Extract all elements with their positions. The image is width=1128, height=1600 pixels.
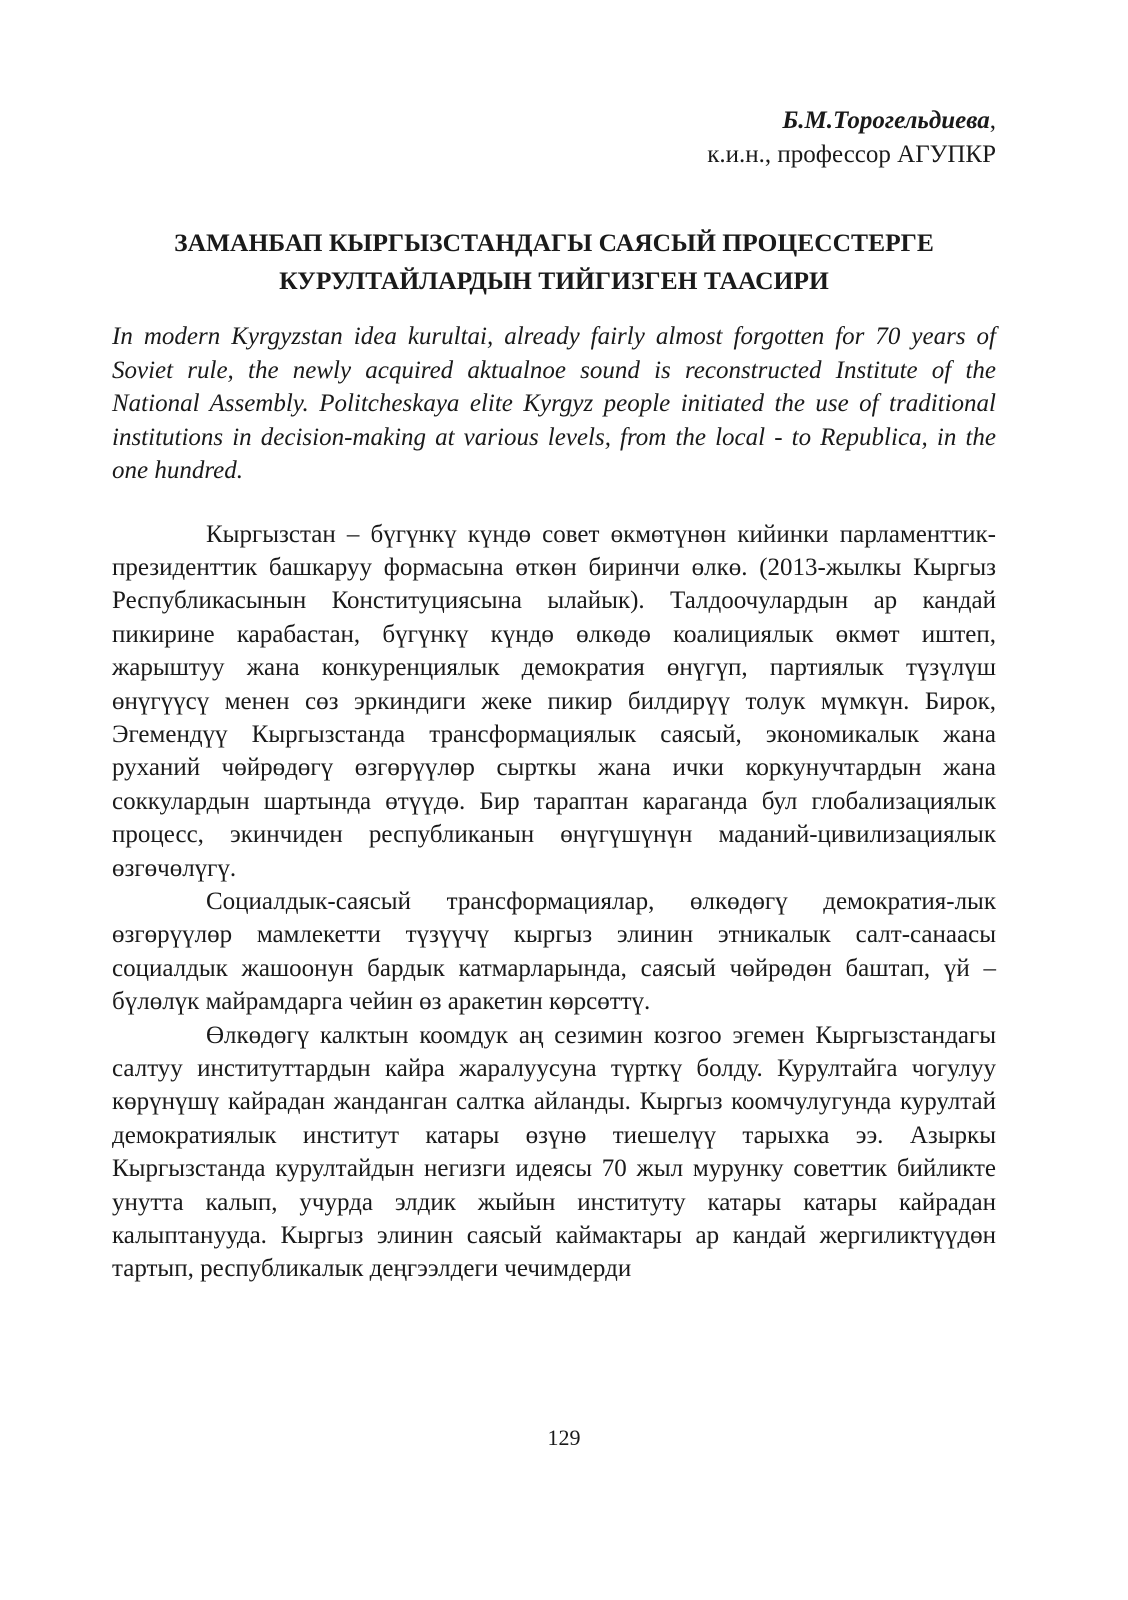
article-title-line-1: ЗАМАНБАП КЫРГЫЗСТАНДАГЫ САЯСЫЙ ПРОЦЕССТЕРГЕ [174, 228, 934, 257]
article-title [112, 224, 996, 300]
article-body [112, 518, 996, 1286]
body-paragraph-3: Өлкөдөгү калктын коомдук аң сезимин козгоо эгемен Кыргызстандагы салтуу институттардын кайра жаралуусуна түрткү болду. Курултайга чогулуу көрүнүшү кайрадан жанданган салтка айланды. Кыргыз коомчулугунда курултай демократиялык институт катары өзүнө тиешелүү тарыхка ээ. Азыркы Кыргызстанда курултайдын негизги идеясы 70 жыл мурунку советтик бийликте унутта калып, учурда элдик жыйын институту катары катары кайрадан калыптанууда. Кыргыз элинин саясый каймактары ар кандай жергиликтүүдөн тартып, республикалык деңгээлдеги чечимдерди [112, 1021, 996, 1283]
page-number: 129 [547, 1425, 581, 1450]
page-content [112, 104, 996, 1564]
abstract: In modern Kyrgyzstan idea kurultai, already fairly almost forgotten for 70 years of Soviet rule, the newly acquired aktualnoe sound is reconstructed Institute of the National Assembly. Politcheskaya elite Kyrgyz people initiated the use of traditional institutions in decision-making at various levels, from the local - to Republica, in the one hundred. [112, 323, 996, 484]
author-name: Б.М.Торогельдиева [782, 107, 990, 134]
article-title-line-2: КУРУЛТАЙЛАРДЫН ТИЙГИЗГЕН ТААСИРИ [279, 266, 829, 295]
author-name-line [112, 104, 996, 138]
body-paragraph-1: Кыргызстан – бүгүнкү күндө совет өкмөтүнөн кийинки парламенттик-президенттик башкаруу формасына өткөн биринчи өлкө. (2013-жылкы Кыргыз Республикасынын Конституциясына ылайык). Талдоочулардын ар кандай пикирине карабастан, бүгүнкү күндө өлкөдө коалициялык өкмөт иштеп, жарыштуу жана конкуренциялык демократия өнүгүп, партиялык түзүлүш өнүгүүсү менен сөз эркиндиги жеке пикир билдирүү толук мүмкүн. Бирок, Эгемендүү Кыргызстанда трансформациялык саясый, экономикалык жана руханий чөйрөдөгү өзгөрүүлөр сырткы жана ички коркунучтардын жана соккулардын шартында өтүүдө. Бир тараптан караганда бул глобализациялык процесс, экинчиден республиканын өнүгүшүнүн маданий-цивилизациялык өзгөчөлүгү. [112, 520, 996, 882]
body-paragraph-2: Социалдык-саясый трансформациялар, өлкөдөгү демократия-лык өзгөрүүлөр мамлекетти түзүүчү кыргыз элинин этникалык салт-санаасы социалдык жашоонун бардык катмарларында, саясый чөйрөдөн баштап, үй – бүлөлүк майрамдарга чейин өз аракетин көрсөттү. [112, 887, 996, 1016]
author-block [112, 104, 996, 172]
author-name-comma: , [989, 107, 996, 134]
author-position: к.и.н., профессор АГУПКР [707, 141, 996, 168]
